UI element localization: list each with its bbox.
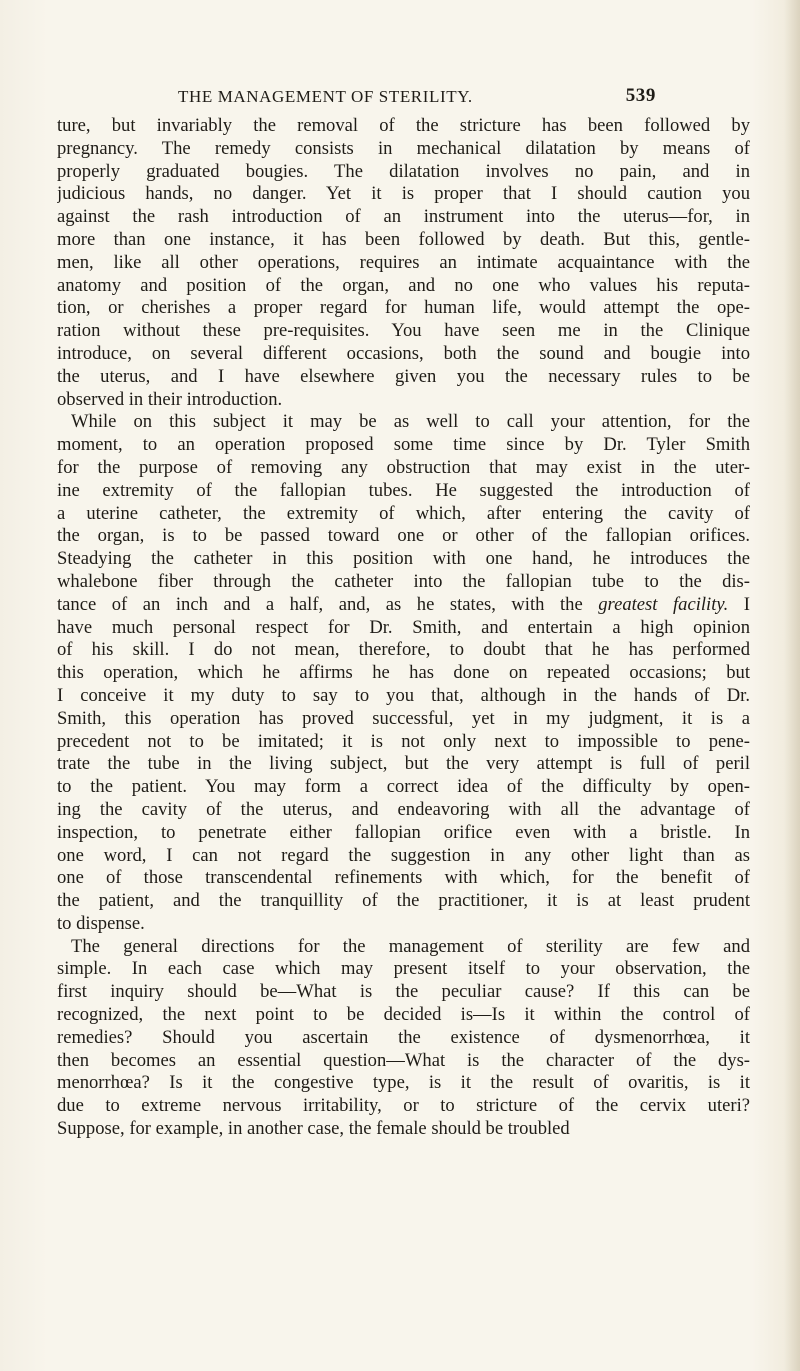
text-line: Steadying the catheter in this position with one hand, he introduces the xyxy=(57,548,750,570)
text-line: to the patient. You may form a correct idea of the difficulty by open- xyxy=(57,776,750,798)
running-head-title: THE MANAGEMENT OF STERILITY. xyxy=(178,87,473,106)
text-line: ine extremity of the fallopian tubes. He suggested the introduction of xyxy=(57,479,750,501)
text-line: inspection, to penetrate either fallopian orifice even with a bristle. In xyxy=(57,821,750,843)
text-line: ing the cavity of the uterus, and endeavoring with all the advantage of xyxy=(57,798,750,820)
paragraph-2 xyxy=(57,411,750,935)
page-edge-shadow xyxy=(784,0,800,1371)
page-number: 539 xyxy=(625,85,656,106)
text-line: moment, to an operation proposed some time since by Dr. Tyler Smith xyxy=(57,434,750,456)
text-line: observed in their introduction. xyxy=(57,388,283,410)
paragraph-1 xyxy=(57,115,750,411)
text-line: pregnancy. The remedy consists in mechanical dilatation by means of xyxy=(57,137,750,159)
text-line: first inquiry should be—What is the peculiar cause? If this can be xyxy=(57,981,750,1003)
text-line: The general directions for the management of sterility are few and xyxy=(71,935,750,957)
running-head xyxy=(168,87,656,113)
text-line: one of those transcendental refinements with which, for the benefit of xyxy=(57,867,750,889)
text-line: simple. In each case which may present itself to your observation, the xyxy=(57,958,750,980)
text-line: Smith, this operation has proved successful, yet in my judgment, it is a xyxy=(57,707,750,729)
text-line: due to extreme nervous irritability, or to stricture of the cervix uteri? xyxy=(57,1095,750,1117)
text-line: the uterus, and I have elsewhere given you the necessary rules to be xyxy=(57,365,750,387)
text-line: the patient, and the tranquillity of the practitioner, it is at least prudent xyxy=(57,890,750,912)
text-line: a uterine catheter, the extremity of which, after entering the cavity of xyxy=(57,502,750,524)
text-segment: tance of an inch and a half, and, as he states, with the xyxy=(57,593,599,615)
text-line: tion, or cherishes a proper regard for human life, would attempt the ope- xyxy=(57,297,750,319)
text-line: whalebone fiber through the catheter into the fallopian tube to the dis- xyxy=(57,570,750,592)
text-line: ration without these pre-requisites. You have seen me in the Clinique xyxy=(57,320,750,342)
text-line: to dispense. xyxy=(57,912,145,934)
text-line: for the purpose of removing any obstruction that may exist in the uter- xyxy=(57,456,750,478)
text-line: then becomes an essential question—What is the character of the dys- xyxy=(57,1049,750,1071)
text-line: anatomy and position of the organ, and no one who values his reputa- xyxy=(57,274,750,296)
text-line: remedies? Should you ascertain the existence of dysmenorrhœa, it xyxy=(57,1026,750,1048)
paragraph-3 xyxy=(57,936,750,1141)
text-line: While on this subject it may be as well to call your attention, for the xyxy=(71,411,750,433)
text-line: judicious hands, no danger. Yet it is proper that I should caution you xyxy=(57,183,750,205)
text-line: ture, but invariably the removal of the stricture has been followed by xyxy=(57,115,750,136)
text-line: have much personal respect for Dr. Smith, and entertain a high opinion xyxy=(57,616,750,638)
text-line: more than one instance, it has been followed by death. But this, gentle- xyxy=(57,228,750,250)
text-line: Suppose, for example, in another case, the female should be troubled xyxy=(57,1118,570,1140)
text-line: against the rash introduction of an instrument into the uterus—for, in xyxy=(57,206,750,228)
text-line: precedent not to be imitated; it is not only next to impossible to pene- xyxy=(57,730,750,752)
text-line: of his skill. I do not mean, therefore, to doubt that he has performed xyxy=(57,639,750,661)
emphasis-text: greatest facility. xyxy=(598,593,729,615)
text-segment: I xyxy=(728,593,750,615)
text-line: introduce, on several different occasions, both the sound and bougie into xyxy=(57,342,750,364)
text-line: trate the tube in the living subject, but the very attempt is full of peril xyxy=(57,753,750,775)
text-line: recognized, the next point to be decided is—Is it within the control of xyxy=(57,1004,750,1026)
text-line: the organ, is to be passed toward one or other of the fallopian orifices. xyxy=(57,525,750,547)
text-line: men, like all other operations, requires an intimate acquaintance with the xyxy=(57,251,750,273)
text-line: properly graduated bougies. The dilatation involves no pain, and in xyxy=(57,160,750,182)
text-line-with-emphasis xyxy=(57,594,750,617)
text-line: I conceive it my duty to say to you that, although in the hands of Dr. xyxy=(57,684,750,706)
text-line: this operation, which he affirms he has done on repeated occasions; but xyxy=(57,662,750,684)
text-line: one word, I can not regard the suggestion in any other light than as xyxy=(57,844,750,866)
text-line: menorrhœa? Is it the congestive type, is it the result of ovaritis, is it xyxy=(57,1072,750,1094)
body-text xyxy=(57,115,750,1365)
